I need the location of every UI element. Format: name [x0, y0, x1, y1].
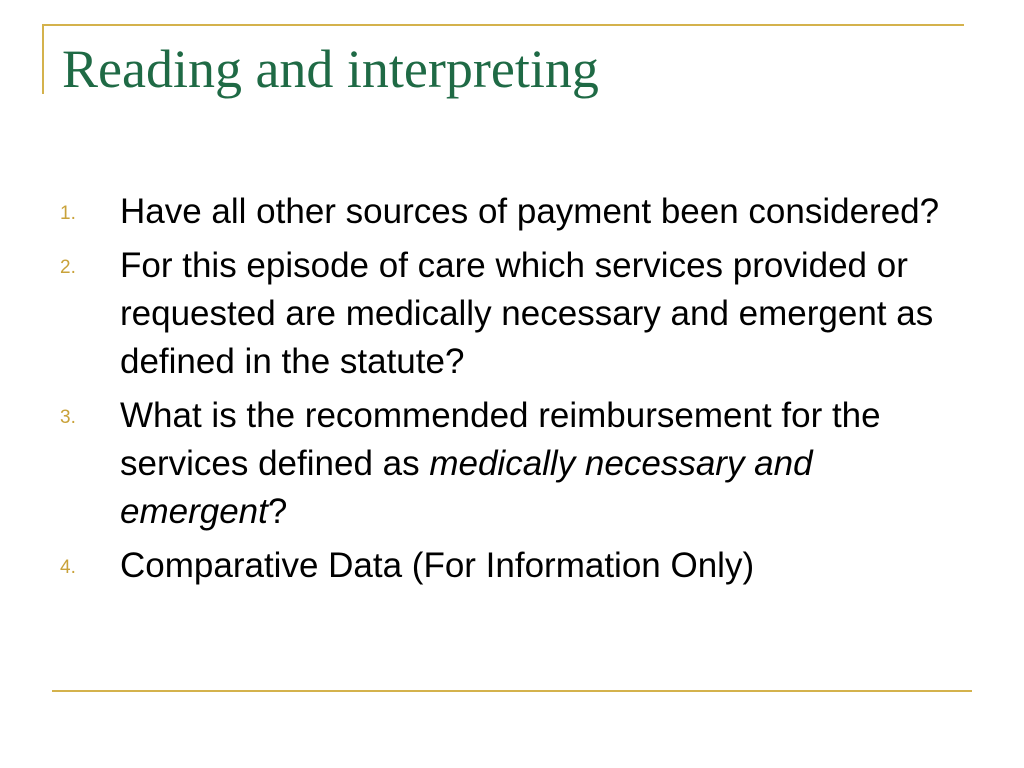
list-item-2 — [0, 242, 1024, 386]
list-number-4: 4. — [60, 557, 76, 578]
list-text-3-after: ? — [267, 492, 288, 531]
left-rule — [42, 24, 44, 94]
list-number-2: 2. — [60, 257, 76, 278]
list-text-4: Comparative Data (For Information Only) — [120, 546, 755, 585]
slide-title: Reading and interpreting — [62, 39, 599, 99]
list-text-2: For this episode of care which services provided or requested are medically necessary and emergent as defined in the statute? — [120, 246, 934, 381]
list-item-1 — [0, 188, 1024, 236]
list-item-4 — [0, 542, 1024, 590]
top-rule — [42, 24, 964, 26]
list-text-3-italic: medically necessary and emergent — [120, 444, 813, 531]
list-text-3-before: What is the recommended reimbursement for the services defined as — [120, 396, 881, 483]
list-item-3 — [0, 392, 1024, 536]
list-number-3: 3. — [60, 407, 76, 428]
numbered-list — [0, 188, 1024, 596]
list-text-1: Have all other sources of payment been considered? — [120, 192, 940, 231]
bottom-rule — [52, 690, 972, 692]
list-number-1: 1. — [60, 203, 76, 224]
